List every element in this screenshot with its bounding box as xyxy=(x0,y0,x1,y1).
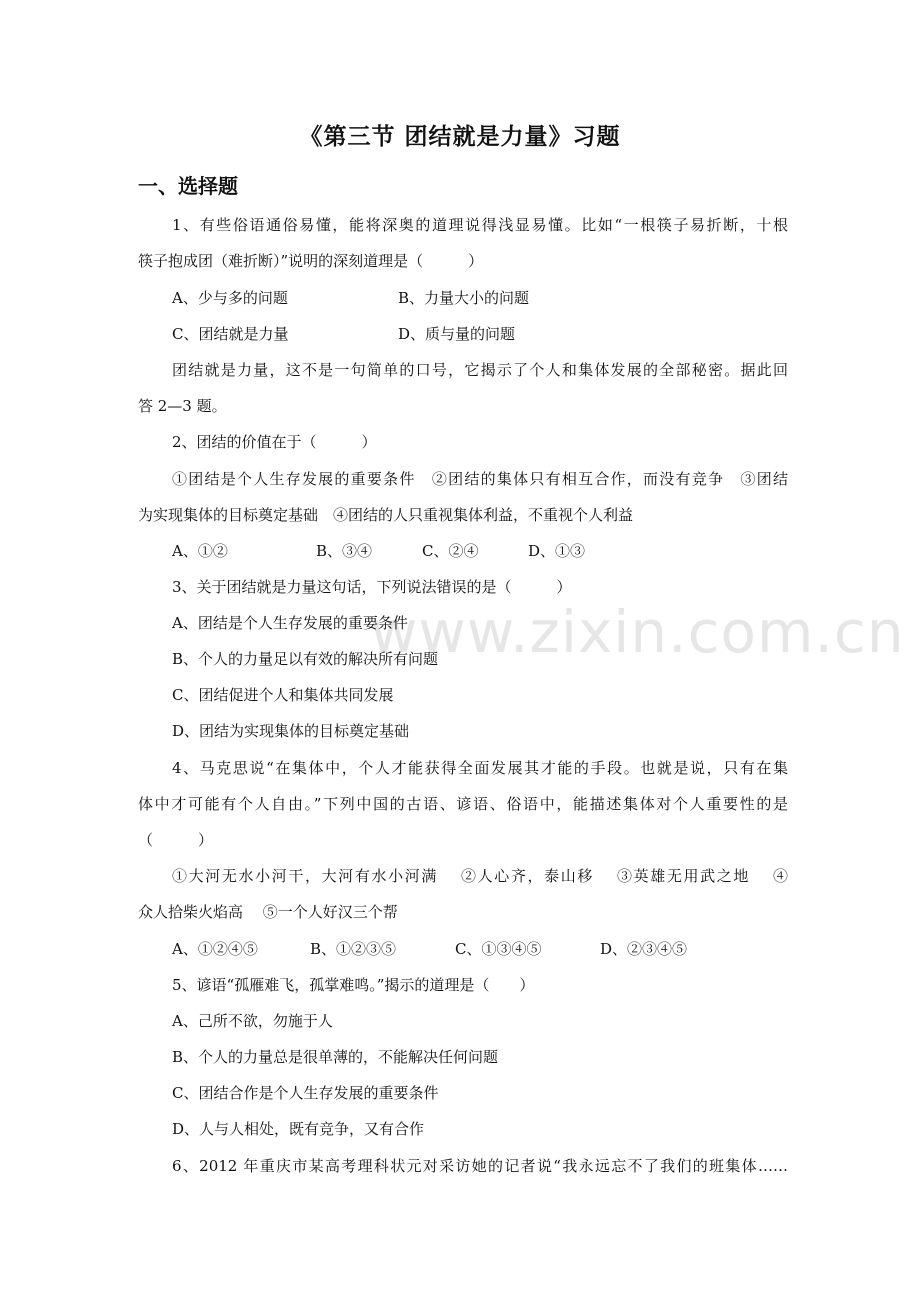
q4-statements-line1: ①大河无水小河干，大河有水小河满 ②人心齐，泰山移 ③英雄无用武之地 ④ xyxy=(172,867,788,885)
q4-option-c: C、①③④⑤ xyxy=(455,940,542,958)
watermark: www.zixin.com.cn xyxy=(370,598,905,666)
q2-statements-line1: ①团结是个人生存发展的重要条件 ②团结的集体只有相互合作，而没有竞争 ③团结 xyxy=(172,470,788,488)
q4-stem-line2: 体中才可能有个人自由。”下列中国的古语、谚语、俗语中，能描述集体对个人重要性的是 xyxy=(138,795,788,813)
q2-stem: 2、团结的价值在于（ ） xyxy=(172,433,377,451)
q1-option-a: A、少与多的问题 xyxy=(172,289,288,307)
q1-option-d: D、质与量的问题 xyxy=(398,325,516,343)
q4-stem-line1: 4、马克思说“在集体中，个人才能获得全面发展其才能的手段。也就是说，只有在集 xyxy=(172,759,788,777)
q4-stem-line3: （ ） xyxy=(138,831,214,849)
q3-option-d: D、团结为实现集体的目标奠定基础 xyxy=(172,722,410,740)
page-title: 《第三节 团结就是力量》习题 xyxy=(299,124,621,150)
q5-stem: 5、谚语“孤雁难飞，孤掌难鸣。”揭示的道理是（ ） xyxy=(172,976,535,994)
q4-option-d: D、②③④⑤ xyxy=(600,940,688,958)
q1-option-b: B、力量大小的问题 xyxy=(398,289,530,307)
q5-option-b: B、个人的力量总是很单薄的，不能解决任何问题 xyxy=(172,1048,499,1066)
intro-line1: 团结就是力量，这不是一句简单的口号，它揭示了个人和集体发展的全部秘密。据此回 xyxy=(172,361,788,379)
q1-stem-line1: 1、有些俗语通俗易懂，能将深奥的道理说得浅显易懂。比如“一根筷子易折断，十根 xyxy=(172,216,788,234)
q4-option-a: A、①②④⑤ xyxy=(172,940,258,958)
intro-line2: 答 2—3 题。 xyxy=(138,397,227,415)
q1-stem-line2: 筷子抱成团（难折断）”说明的深刻道理是（ ） xyxy=(138,252,484,270)
q2-option-a: A、①② xyxy=(172,542,228,560)
q3-option-c: C、团结促进个人和集体共同发展 xyxy=(172,686,394,704)
q5-option-d: D、人与人相处，既有竞争，又有合作 xyxy=(172,1120,425,1138)
section-heading: 一、选择题 xyxy=(138,174,238,198)
q6-stem-line1: 6、2012 年重庆市某高考理科状元对采访她的记者说“我永远忘不了我们的班集体…… xyxy=(172,1157,788,1175)
q3-option-a: A、团结是个人生存发展的重要条件 xyxy=(172,614,408,632)
q2-option-b: B、③④ xyxy=(316,542,373,560)
q2-statements-line2: 为实现集体的目标奠定基础 ④团结的人只重视集体利益，不重视个人利益 xyxy=(138,506,634,524)
q5-option-c: C、团结合作是个人生存发展的重要条件 xyxy=(172,1084,439,1102)
q3-stem: 3、关于团结就是力量这句话，下列说法错误的是（ ） xyxy=(172,578,572,596)
q2-option-d: D、①③ xyxy=(528,542,586,560)
q4-statements-line2: 众人拾柴火焰高 ⑤一个人好汉三个帮 xyxy=(138,903,398,921)
q3-option-b: B、个人的力量足以有效的解决所有问题 xyxy=(172,650,439,668)
q2-option-c: C、②④ xyxy=(422,542,479,560)
q5-option-a: A、己所不欲，勿施于人 xyxy=(172,1012,333,1030)
q4-option-b: B、①②③⑤ xyxy=(310,940,397,958)
q1-option-c: C、团结就是力量 xyxy=(172,325,289,343)
